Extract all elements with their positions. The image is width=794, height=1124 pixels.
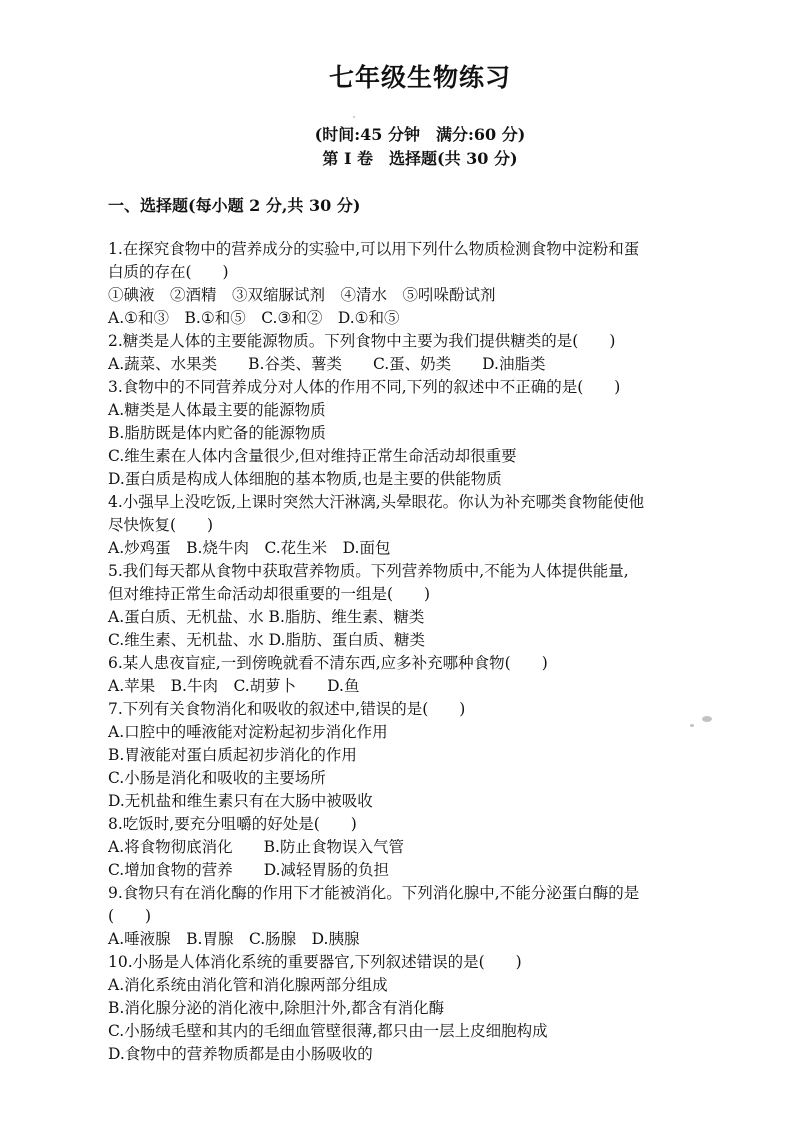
option-a: A.消化系统由消化管和消化腺两部分组成	[108, 976, 388, 994]
section-heading: 一、选择题(每小题 2 分,共 30 分)	[108, 196, 361, 215]
question-6	[108, 652, 748, 698]
option-b: B.消化腺分泌的消化液中,除胆汁外,都含有消化酶	[108, 999, 445, 1017]
question-stem: 2.糖类是人体的主要能源物质。下列食物中主要为我们提供糖类的是( )	[108, 332, 616, 350]
question-8	[108, 813, 748, 882]
question-stem: 7.下列有关食物消化和吸收的叙述中,错误的是( )	[108, 700, 466, 718]
question-stem-continued: 但对维持正常生命活动却很重要的一组是( )	[108, 585, 431, 603]
question-stem: 6.某人患夜盲症,一到傍晚就看不清东西,应多补充哪种食物( )	[108, 654, 548, 672]
question-stem: 1.在探究食物中的营养成分的实验中,可以用下列什么物质检测食物中淀粉和蛋	[108, 240, 640, 258]
option-c: C.小肠绒毛壁和其内的毛细血管壁很薄,都只由一层上皮细胞构成	[108, 1022, 548, 1040]
question-stem-continued: 尽快恢复( )	[108, 516, 214, 534]
question-list	[108, 238, 748, 1066]
exam-time-score: (时间:45 分钟 满分:60 分)	[314, 125, 526, 144]
question-stem: 3.食物中的不同营养成分对人体的作用不同,下列的叙述中不正确的是( )	[108, 378, 621, 396]
question-10	[108, 951, 748, 1066]
scan-speck	[353, 116, 355, 118]
option-c: C.维生素在人体内含量很少,但对维持正常生命活动却很重要	[108, 447, 517, 465]
option-a: A.糖类是人体最主要的能源物质	[108, 401, 326, 419]
question-5	[108, 560, 748, 652]
reagent-list: ①碘液 ②酒精 ③双缩脲试剂 ④清水 ⑤吲哚酚试剂	[108, 286, 496, 304]
question-stem-continued: 白质的存在( )	[108, 263, 229, 281]
options-ab: A.将食物彻底消化 B.防止食物误入气管	[108, 838, 404, 856]
part-heading: 第 I 卷 选择题(共 30 分)	[322, 149, 518, 168]
question-stem: 4.小强早上没吃饭,上课时突然大汗淋漓,头晕眼花。你认为补充哪类食物能使他	[108, 493, 645, 511]
question-stem: 8.吃饭时,要充分咀嚼的好处是( )	[108, 815, 357, 833]
question-stem-continued: ( )	[108, 907, 152, 925]
question-options: A.①和③ B.①和⑤ C.③和② D.①和⑤	[108, 309, 400, 327]
option-b: B.胃液能对蛋白质起初步消化的作用	[108, 746, 357, 764]
options-cd: C.增加食物的营养 D.减轻胃肠的负担	[108, 861, 390, 879]
option-b: B.脂肪既是体内贮备的能源物质	[108, 424, 326, 442]
option-d: D.蛋白质是构成人体细胞的基本物质,也是主要的供能物质	[108, 470, 502, 488]
scan-speck	[690, 724, 694, 727]
question-options: A.唾液腺 B.胃腺 C.肠腺 D.胰腺	[108, 930, 360, 948]
question-options: A.苹果 B.牛肉 C.胡萝卜 D.鱼	[108, 677, 360, 695]
question-stem: 10.小肠是人体消化系统的重要器官,下列叙述错误的是( )	[108, 953, 522, 971]
scan-speck	[702, 716, 712, 722]
option-d: D.食物中的营养物质都是由小肠吸收的	[108, 1045, 373, 1063]
question-options: A.炒鸡蛋 B.烧牛肉 C.花生米 D.面包	[108, 539, 391, 557]
question-stem: 5.我们每天都从食物中获取营养物质。下列营养物质中,不能为人体提供能量,	[108, 562, 629, 580]
option-d: D.无机盐和维生素只有在大肠中被吸收	[108, 792, 373, 810]
option-c: C.小肠是消化和吸收的主要场所	[108, 769, 326, 787]
question-3	[108, 376, 748, 491]
question-2	[108, 330, 748, 376]
options-ab: A.蛋白质、无机盐、水 B.脂肪、维生素、糖类	[108, 608, 425, 626]
page-title: 七年级生物练习	[328, 63, 511, 92]
question-1	[108, 238, 748, 330]
question-stem: 9.食物只有在消化酶的作用下才能被消化。下列消化腺中,不能分泌蛋白酶的是	[108, 884, 640, 902]
options-cd: C.维生素、无机盐、水 D.脂肪、蛋白质、糖类	[108, 631, 425, 649]
question-9	[108, 882, 748, 951]
question-options: A.蔬菜、水果类 B.谷类、薯类 C.蛋、奶类 D.油脂类	[108, 355, 546, 373]
question-7	[108, 698, 748, 813]
question-4	[108, 491, 748, 560]
option-a: A.口腔中的唾液能对淀粉起初步消化作用	[108, 723, 388, 741]
